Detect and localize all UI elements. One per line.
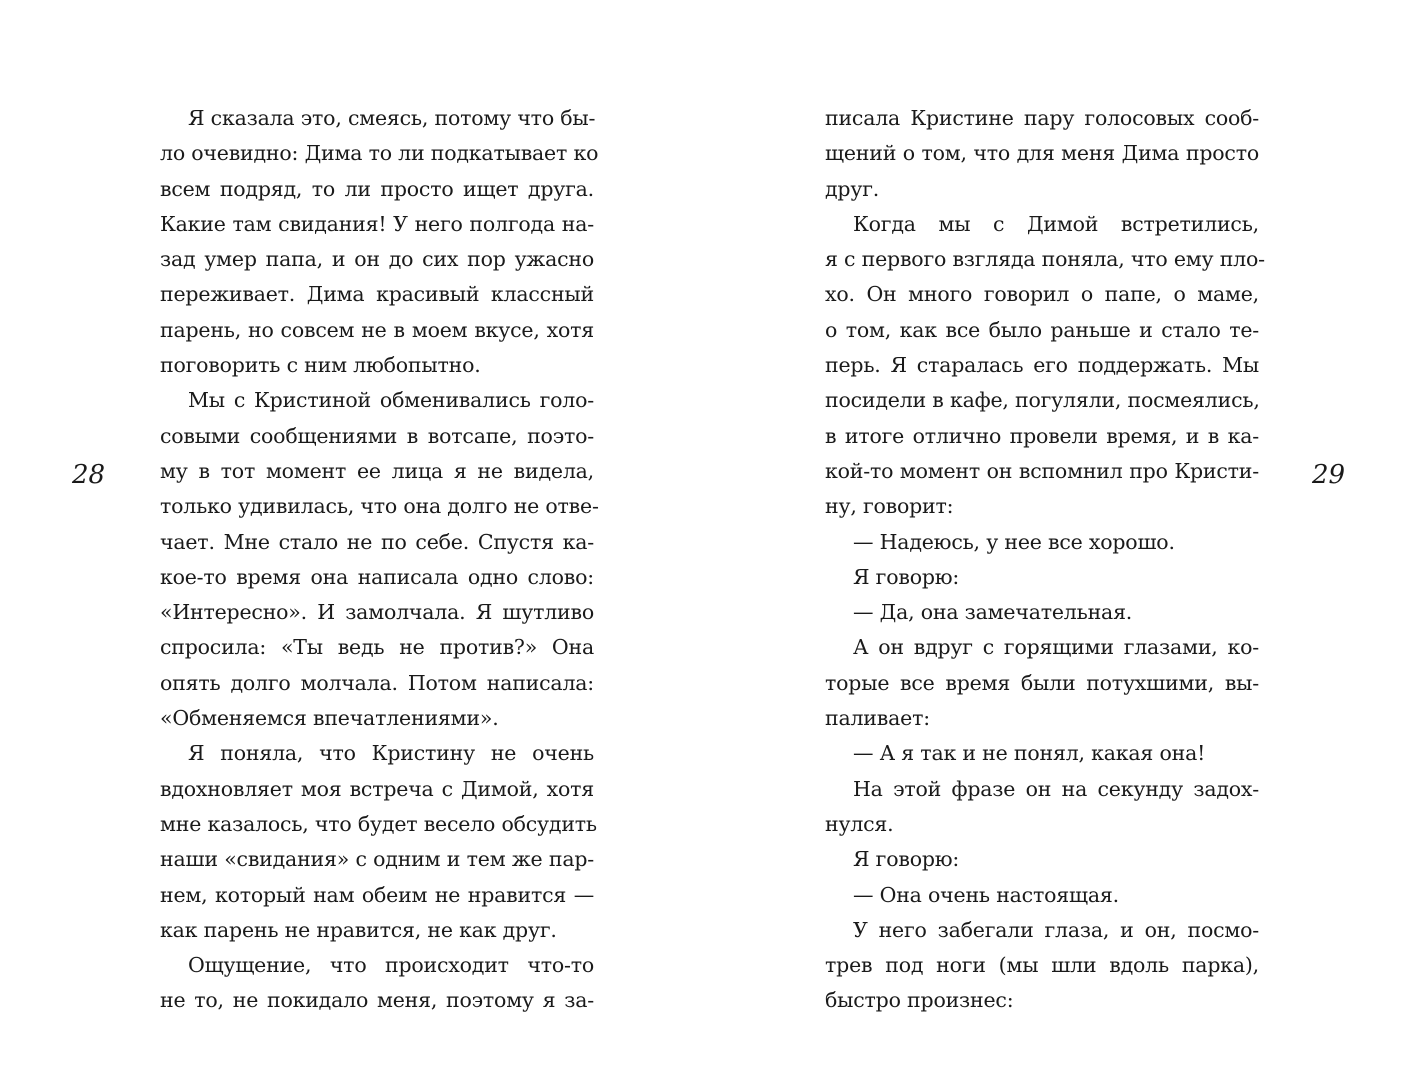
- text-line: ло очевидно: Дима то ли подкатывает ко: [160, 141, 599, 166]
- text-line: Я говорю:: [853, 847, 960, 872]
- text-line: чает. Мне стало не по себе. Спустя ка-: [160, 529, 594, 554]
- text-line: вдохновляет моя встреча с Димой, хотя: [160, 776, 594, 801]
- text-line: му в тот момент ее лица я не видела,: [160, 458, 594, 483]
- text-line: Мы с Кристиной обменивались голо-: [188, 388, 594, 413]
- text-line: — Надеюсь, у нее все хорошо.: [853, 529, 1175, 554]
- text-line: — А я так и не понял, какая она!: [853, 741, 1206, 766]
- text-line: в итоге отлично провели время, и в ка-: [825, 423, 1259, 448]
- text-line: кое-то время она написала одно слово:: [160, 564, 594, 589]
- text-line: У него забегали глаза, и он, посмо-: [853, 917, 1259, 942]
- text-line: наши «свидания» с одним и тем же пар-: [160, 847, 594, 872]
- text-line: хо. Он много говорил о папе, о маме,: [825, 282, 1259, 307]
- text-line: посидели в кафе, погуляли, посмеялись,: [825, 388, 1260, 413]
- text-line: ну, говорит:: [825, 494, 954, 519]
- text-line: быстро произнес:: [825, 988, 1014, 1013]
- right-page-text: [825, 101, 1265, 1019]
- text-line: Ощущение, что происходит что-то: [188, 953, 594, 978]
- text-line: только удивилась, что она долго не отве-: [160, 494, 599, 519]
- text-line: поговорить с ним любопытно.: [160, 353, 481, 378]
- text-line: — Она очень настоящая.: [853, 882, 1119, 907]
- text-line: друг.: [825, 176, 880, 201]
- text-line: перь. Я старалась его поддержать. Мы: [825, 353, 1259, 378]
- text-line: нем, который нам обеим не нравится —: [160, 882, 594, 907]
- text-line: Когда мы с Димой встретились,: [853, 211, 1259, 236]
- page-number: 28: [72, 460, 106, 490]
- text-line: переживает. Дима красивый классный: [160, 282, 594, 307]
- text-line: Я поняла, что Кристину не очень: [188, 741, 594, 766]
- left-page-text: [160, 101, 599, 1019]
- text-line: спросила: «Ты ведь не против?» Она: [160, 635, 594, 660]
- text-line: щений о том, что для меня Дима просто: [825, 141, 1259, 166]
- text-line: как парень не нравится, не как друг.: [160, 917, 557, 942]
- text-line: трев под ноги (мы шли вдоль парка),: [825, 953, 1259, 978]
- text-line: всем подряд, то ли просто ищет друга.: [160, 176, 594, 201]
- text-line: мне казалось, что будет весело обсудить: [160, 811, 597, 836]
- text-line: парень, но совсем не в моем вкусе, хотя: [160, 317, 594, 342]
- text-line: я с первого взгляда поняла, что ему пло-: [825, 247, 1265, 272]
- text-line: паливает:: [825, 706, 930, 731]
- text-line: На этой фразе он на секунду задох-: [853, 776, 1259, 801]
- text-line: опять долго молчала. Потом написала:: [160, 670, 594, 695]
- right-page: [702, 0, 1404, 1080]
- text-line: писала Кристине пару голосовых сооб-: [825, 106, 1259, 130]
- page-number: 29: [1312, 460, 1346, 490]
- text-line: не то, не покидало меня, поэтому я за-: [160, 988, 594, 1013]
- text-line: Какие там свидания! У него полгода на-: [160, 211, 594, 236]
- text-line: «Обменяемся впечатлениями».: [160, 706, 499, 731]
- text-line: торые все время были потухшими, вы-: [825, 670, 1259, 695]
- text-line: нулся.: [825, 811, 894, 836]
- text-line: зад умер папа, и он до сих пор ужасно: [160, 247, 594, 272]
- text-line: А он вдруг с горящими глазами, ко-: [853, 635, 1259, 660]
- text-line: совыми сообщениями в вотсапе, поэто-: [160, 423, 594, 448]
- text-line: Я сказала это, смеясь, потому что бы-: [188, 106, 596, 130]
- text-line: Я говорю:: [853, 564, 960, 589]
- text-line: «Интересно». И замолчала. Я шутливо: [160, 600, 594, 625]
- text-line: кой-то момент он вспомнил про Кристи-: [825, 458, 1259, 483]
- text-line: о том, как все было раньше и стало те-: [825, 317, 1259, 342]
- text-line: — Да, она замечательная.: [853, 600, 1133, 625]
